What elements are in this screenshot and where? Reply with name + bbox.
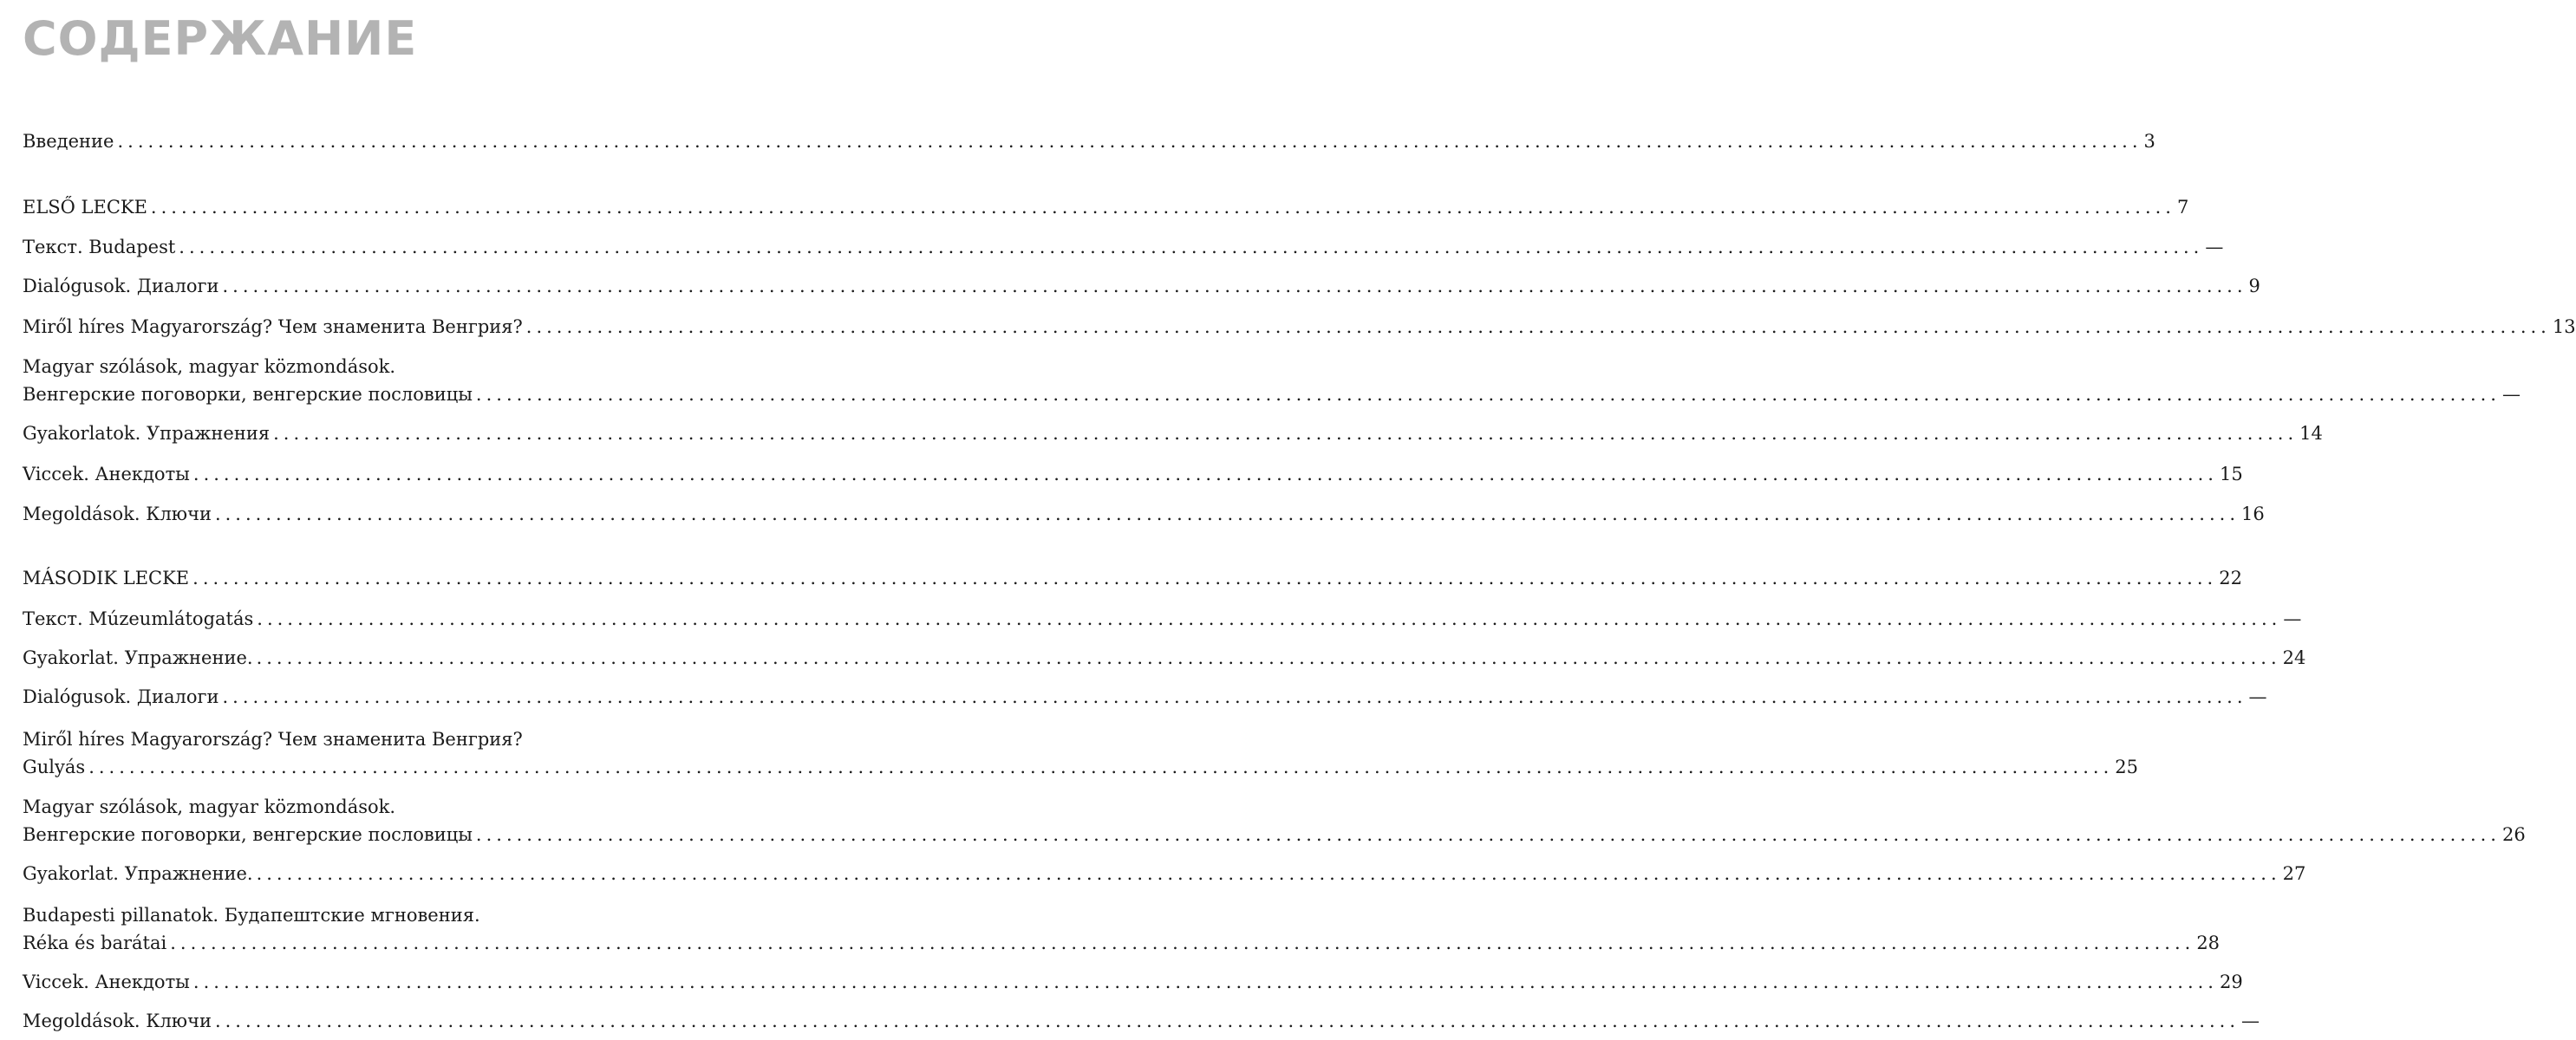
toc-entry-title: Dialógusok. Диалоги: [23, 276, 219, 296]
dot-leader: ........................................................................................................................................................................................................: [214, 1011, 2240, 1031]
toc-entry-page: 25: [2115, 757, 2138, 777]
dot-leader: ........................................................................................................................................................................................................: [475, 824, 2501, 845]
toc-entry[interactable]: [23, 901, 2221, 957]
toc-entry-page: 9: [2248, 276, 2260, 296]
toc-entry-title: Megoldások. Ключи: [23, 1011, 212, 1031]
toc-entry-page: 13: [2552, 316, 2576, 337]
toc-entry-title-line1: Miről híres Magyarország? Чем знаменита Венгрия?: [23, 729, 523, 750]
toc-entry-page: 16: [2241, 504, 2265, 524]
toc-entry-title: Viccek. Анекдоты: [23, 972, 190, 992]
toc-entry-title: Gyakorlatok. Упражнения: [23, 423, 271, 444]
toc-entry[interactable]: [23, 605, 2302, 633]
dot-leader: ........................................................................................................................................................................................................: [273, 423, 2299, 444]
toc-entry-title: Gulyás: [23, 757, 86, 777]
toc-entry-title: Megoldások. Ключи: [23, 504, 212, 524]
toc-entry-title: Венгерские поговорки, венгерские пословицы: [23, 384, 473, 405]
toc-entry[interactable]: [23, 233, 2224, 261]
toc-entry-page: 26: [2501, 824, 2526, 845]
toc-entry[interactable]: [23, 460, 2243, 488]
toc-entry-title: Введение: [23, 131, 114, 152]
dot-leader: ........................................................................................................................................................................................................: [88, 757, 2114, 777]
toc-entry[interactable]: [23, 644, 2306, 672]
toc-entry[interactable]: [23, 500, 2265, 528]
toc-entry[interactable]: [23, 860, 2306, 887]
toc-entry-lesson-2[interactable]: [23, 564, 2242, 592]
toc-entry[interactable]: [23, 313, 2576, 341]
toc-entry-title: Dialógusok. Диалоги: [23, 686, 219, 707]
toc-entry-page: —: [2205, 237, 2224, 257]
toc-entry-page: 15: [2219, 464, 2243, 484]
dot-leader: ........................................................................................................................................................................................................: [475, 384, 2501, 405]
toc-entry-page: —: [2248, 686, 2267, 707]
toc-entry-title: Gyakorlat. Упражнение.: [23, 647, 253, 668]
toc-entry-page: 22: [2219, 568, 2242, 588]
dot-leader: ........................................................................................................................................................................................................: [170, 933, 2195, 953]
toc-entry-title: MÁSODIK LECKE: [23, 568, 190, 588]
dot-leader: ........................................................................................................................................................................................................: [192, 464, 2218, 484]
toc-entry[interactable]: [23, 725, 2138, 781]
toc-entry-introduction[interactable]: [23, 127, 2155, 155]
toc-entry[interactable]: [23, 683, 2267, 711]
dot-leader: ........................................................................................................................................................................................................: [192, 568, 2218, 588]
toc-entry-title: Текст. Budapest: [23, 237, 176, 257]
toc-entry-page: 28: [2196, 933, 2221, 953]
toc-entry-title: Венгерские поговорки, венгерские пословицы: [23, 824, 473, 845]
toc-entry-page: 27: [2282, 863, 2306, 884]
page-title: СОДЕРЖАНИЕ: [23, 11, 418, 66]
toc-entry-page: 7: [2176, 197, 2189, 218]
toc-entry-title: Réka és barátai: [23, 933, 167, 953]
dot-leader: ........................................................................................................................................................................................................: [192, 972, 2218, 992]
dot-leader: ........................................................................................................................................................................................................: [214, 504, 2240, 524]
toc-entry-page: —: [2283, 608, 2302, 629]
dot-leader: ........................................................................................................................................................................................................: [222, 276, 2247, 296]
toc-entry[interactable]: [23, 793, 2526, 848]
toc-entry-page: 29: [2219, 972, 2243, 992]
toc-entry-lesson-1[interactable]: [23, 193, 2189, 221]
toc-entry-title: Miről híres Magyarország? Чем знаменита Венгрия?: [23, 316, 523, 337]
dot-leader: ........................................................................................................................................................................................................: [256, 863, 2281, 884]
dot-leader: ........................................................................................................................................................................................................: [256, 647, 2281, 668]
toc-entry-title-line1: Budapesti pillanatok. Будапештские мгновения.: [23, 905, 480, 926]
toc-entry-title: Текст. Múzeumlátogatás: [23, 608, 254, 629]
toc-entry[interactable]: [23, 1007, 2260, 1035]
toc-entry-title-line1: Magyar szólások, magyar közmondások.: [23, 796, 396, 817]
dot-leader: ........................................................................................................................................................................................................: [179, 237, 2204, 257]
toc-entry[interactable]: [23, 353, 2521, 408]
toc-entry[interactable]: [23, 419, 2323, 447]
toc-entry-title: Gyakorlat. Упражнение.: [23, 863, 253, 884]
toc-entry-title: Viccek. Анекдоты: [23, 464, 190, 484]
toc-entry-page: —: [2241, 1011, 2260, 1031]
toc-entry-page: —: [2501, 384, 2521, 405]
toc-entry-title-line1: Magyar szólások, magyar közmondások.: [23, 356, 396, 377]
dot-leader: ........................................................................................................................................................................................................: [222, 686, 2247, 707]
toc-entry-page: 3: [2143, 131, 2155, 152]
toc-entry-title: ELSŐ LECKE: [23, 197, 147, 218]
dot-leader: ........................................................................................................................................................................................................: [150, 197, 2175, 218]
dot-leader: ........................................................................................................................................................................................................: [525, 316, 2551, 337]
dot-leader: ........................................................................................................................................................................................................: [117, 131, 2142, 152]
toc-entry[interactable]: [23, 272, 2260, 300]
toc-entry[interactable]: [23, 968, 2243, 996]
toc-entry-page: 14: [2299, 423, 2323, 444]
toc-entry-page: 24: [2282, 647, 2306, 668]
dot-leader: ........................................................................................................................................................................................................: [257, 608, 2282, 629]
